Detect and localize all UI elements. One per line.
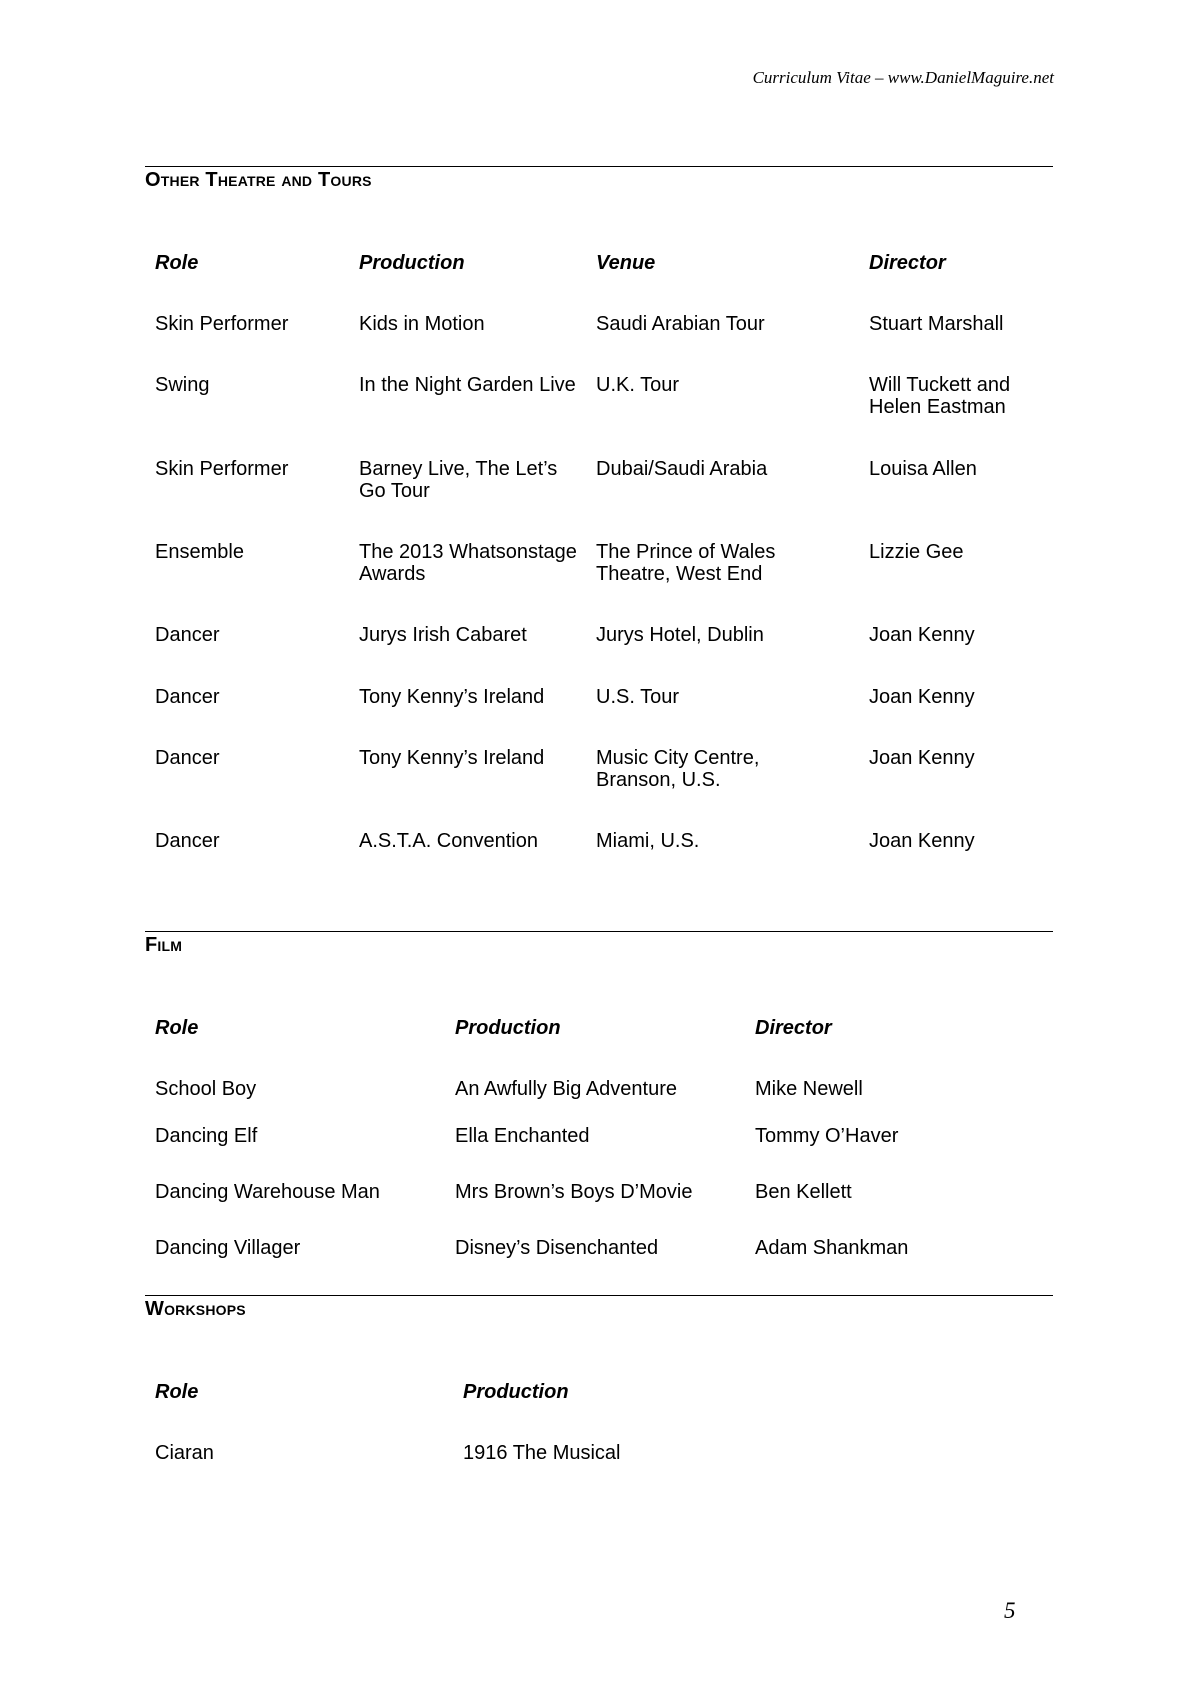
column-header: Director — [869, 252, 946, 274]
section-divider — [145, 1295, 1053, 1296]
theatre-table — [145, 192, 1053, 872]
section-film — [145, 931, 1053, 1277]
table-cell: Kids in Motion — [359, 313, 485, 335]
table-cell: Ella Enchanted — [455, 1125, 590, 1147]
page-header: Curriculum Vitae – www.DanielMaguire.net — [752, 68, 1054, 87]
column-header: Production — [463, 1381, 569, 1403]
table-cell: Disney’s Disenchanted — [455, 1237, 659, 1259]
table-cell: Joan Kenny — [869, 747, 975, 769]
section-divider — [145, 931, 1053, 932]
section-title: Film — [145, 934, 183, 956]
table-cell: Miami, U.S. — [596, 830, 700, 852]
table-cell: Swing — [155, 374, 210, 396]
table-cell: Dancer — [155, 830, 220, 852]
section-title: Workshops — [145, 1298, 246, 1320]
table-cell: Tony Kenny’s Ireland — [359, 747, 545, 769]
table-cell: Mrs Brown’s Boys D’Movie — [455, 1181, 693, 1203]
table-cell: Dancing Villager — [155, 1237, 301, 1259]
table-cell: Joan Kenny — [869, 686, 975, 708]
table-cell: Will Tuckett and Helen Eastman — [869, 374, 1011, 418]
table-cell: Saudi Arabian Tour — [596, 313, 765, 335]
table-cell: Dancer — [155, 747, 220, 769]
table-cell: Tommy O’Haver — [755, 1125, 899, 1147]
table-cell: Joan Kenny — [869, 830, 975, 852]
table-cell: Louisa Allen — [869, 458, 977, 480]
column-header: Role — [155, 252, 199, 274]
table-cell: The Prince of Wales Theatre, West End — [596, 541, 776, 585]
section-workshops — [145, 1295, 1053, 1481]
table-cell: U.S. Tour — [596, 686, 679, 708]
table-cell: Adam Shankman — [755, 1237, 909, 1259]
table-cell: Dancing Warehouse Man — [155, 1181, 380, 1203]
table-cell: Skin Performer — [155, 458, 289, 480]
table-cell: Music City Centre, Branson, U.S. — [596, 747, 760, 791]
table-cell: Jurys Irish Cabaret — [359, 624, 527, 646]
table-cell: U.K. Tour — [596, 374, 679, 396]
table-cell: 1916 The Musical — [463, 1442, 621, 1464]
workshops-table — [145, 1321, 1053, 1481]
table-cell: Mike Newell — [755, 1078, 863, 1100]
table-cell: Ensemble — [155, 541, 244, 563]
page-number: 5 — [1004, 1598, 1016, 1623]
column-header: Director — [755, 1017, 832, 1039]
table-cell: Dubai/Saudi Arabia — [596, 458, 768, 480]
table-cell: Dancing Elf — [155, 1125, 258, 1147]
table-cell: In the Night Garden Live — [359, 374, 576, 396]
section-theatre — [145, 166, 1053, 872]
section-title: Other Theatre and Tours — [145, 169, 372, 191]
table-cell: Jurys Hotel, Dublin — [596, 624, 764, 646]
table-cell: Lizzie Gee — [869, 541, 964, 563]
table-cell: Joan Kenny — [869, 624, 975, 646]
table-cell: An Awfully Big Adventure — [455, 1078, 677, 1100]
column-header: Role — [155, 1381, 199, 1403]
table-cell: Ciaran — [155, 1442, 214, 1464]
column-header: Production — [359, 252, 465, 274]
table-cell: School Boy — [155, 1078, 257, 1100]
column-header: Role — [155, 1017, 199, 1039]
table-cell: A.S.T.A. Convention — [359, 830, 538, 852]
table-cell: Tony Kenny’s Ireland — [359, 686, 545, 708]
table-cell: Barney Live, The Let’s Go Tour — [359, 458, 558, 502]
table-cell: Dancer — [155, 686, 220, 708]
section-divider — [145, 166, 1053, 167]
table-cell: Stuart Marshall — [869, 313, 1004, 335]
column-header: Venue — [596, 252, 656, 274]
film-table — [145, 957, 1053, 1277]
column-header: Production — [455, 1017, 561, 1039]
table-cell: Dancer — [155, 624, 220, 646]
table-cell: Ben Kellett — [755, 1181, 852, 1203]
table-cell: The 2013 Whatsonstage Awards — [359, 541, 577, 585]
table-cell: Skin Performer — [155, 313, 289, 335]
